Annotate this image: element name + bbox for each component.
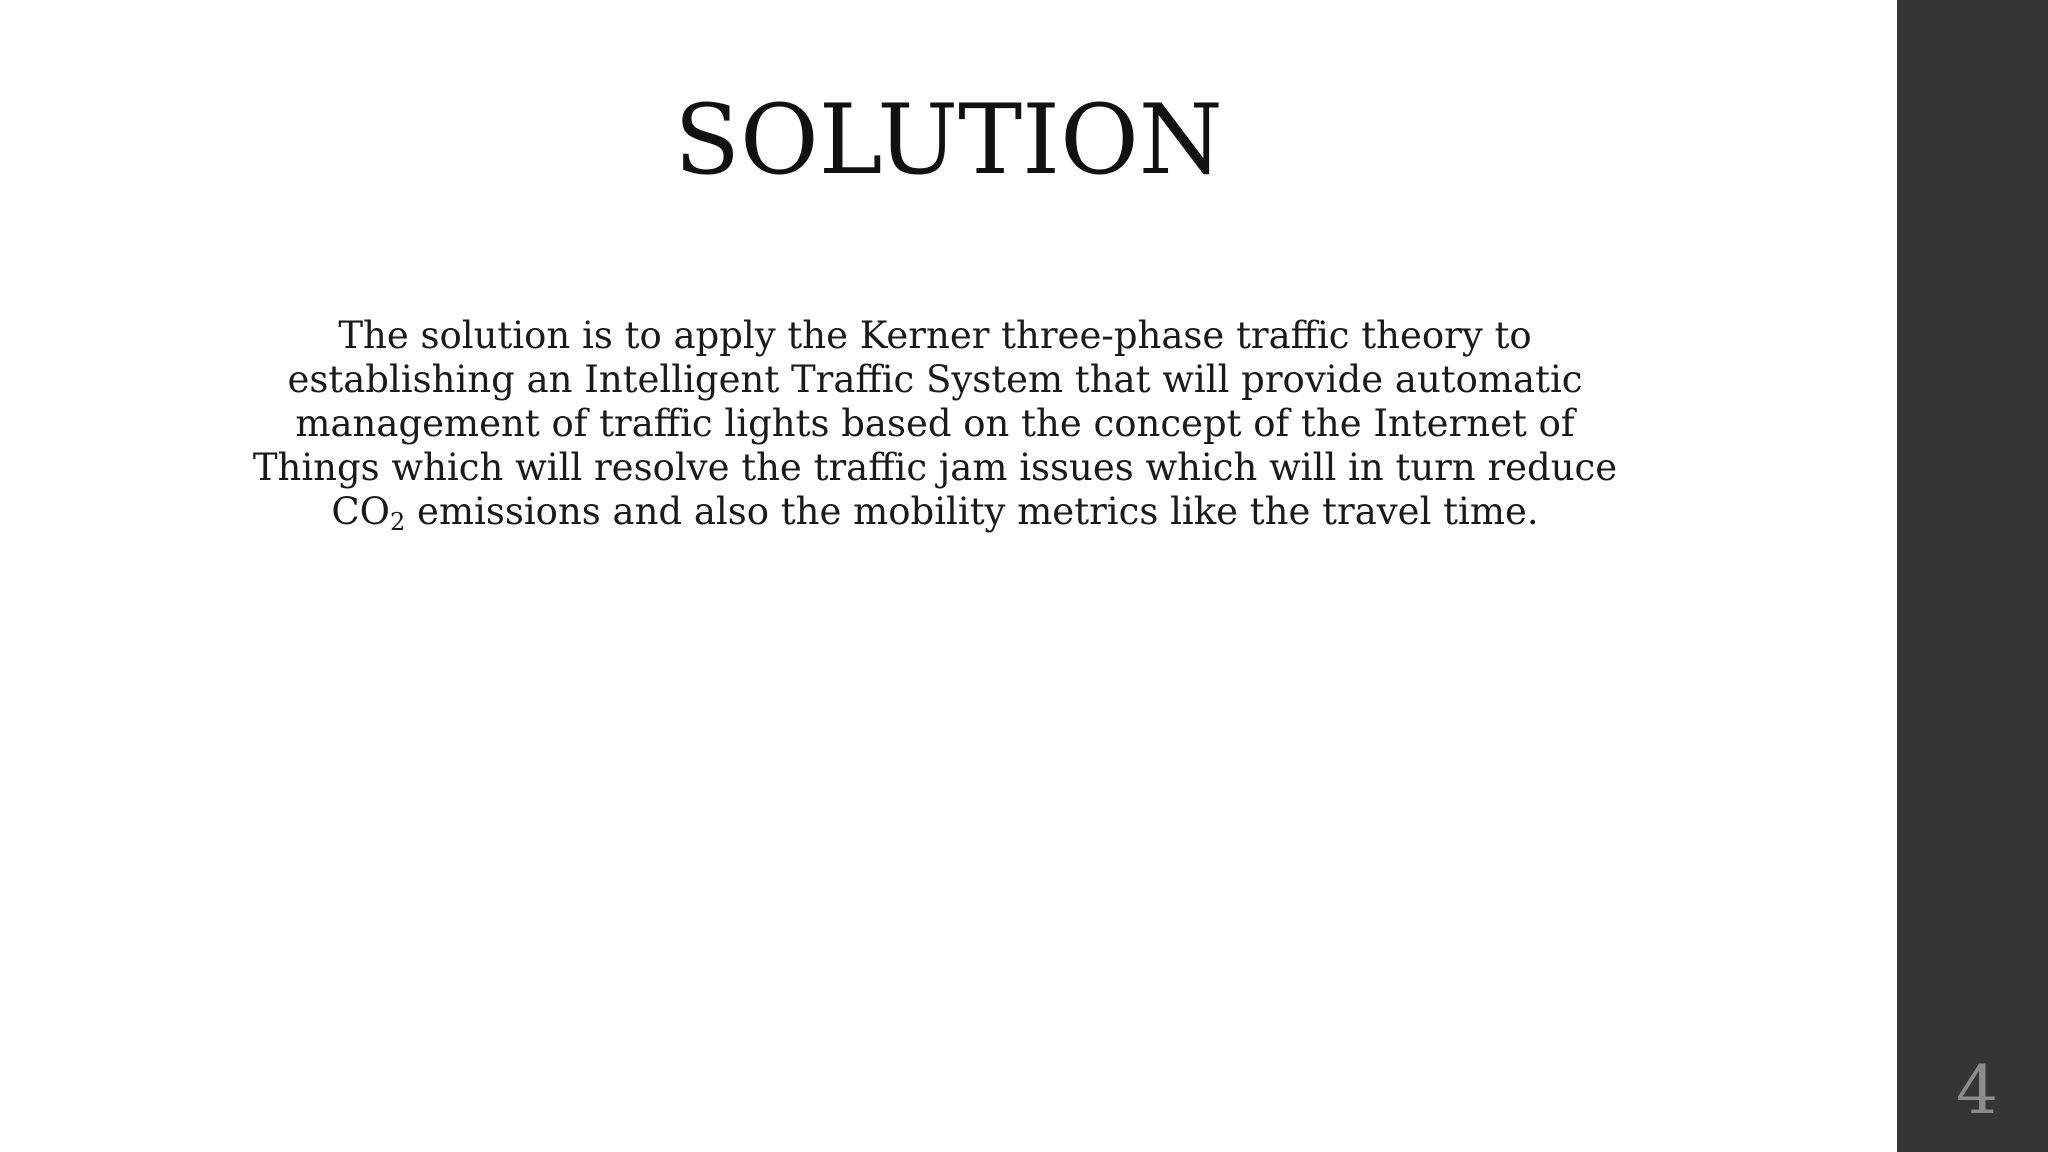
slide-title: SOLUTION <box>674 84 1223 196</box>
slide-number: 4 <box>1956 1052 1998 1129</box>
side-bar <box>1897 0 2048 1152</box>
slide-body-text <box>230 314 1640 534</box>
body-text-tail: emissions and also the mobility metrics like the travel time. <box>405 490 1539 533</box>
co2-subscript: 2 <box>390 508 406 536</box>
body-text-main: The solution is to apply the Kerner three-phase traffic theory to establishing an Intelligent Traffic System that will provide automatic management of traffic lights based on the concept of the Internet of Things which will resolve the traffic jam issues which will in turn reduce CO <box>252 314 1618 533</box>
